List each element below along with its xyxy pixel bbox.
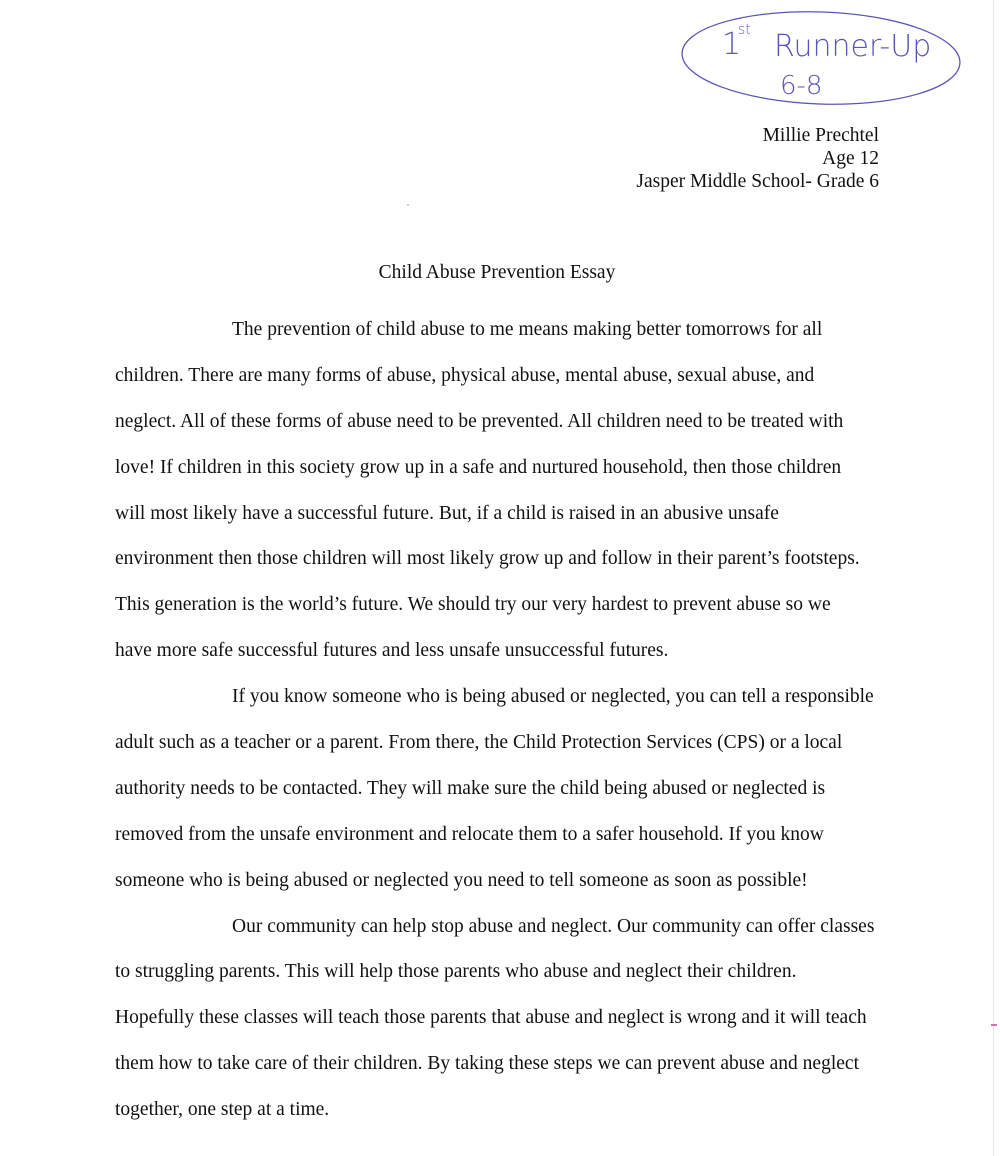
award-stamp-drawing <box>680 8 962 108</box>
paragraph-line: removed from the unsafe environment and relocate them to a safer household. If you know <box>115 823 824 845</box>
margin-mark <box>991 1024 997 1026</box>
page-edge <box>993 0 994 1156</box>
paragraph-line: have more safe successful futures and less unsafe unsuccessful futures. <box>115 640 669 662</box>
stamp-grades: 6-8 <box>780 71 823 101</box>
author-header <box>636 124 879 193</box>
scan-speck <box>407 204 409 206</box>
author-name: Millie Prechtel <box>762 125 879 146</box>
paragraph-line: This generation is the world’s future. We should try our very hardest to prevent abuse so we <box>115 594 831 616</box>
paragraph-line: to struggling parents. This will help those parents who abuse and neglect their children. <box>115 961 797 983</box>
paragraph-line: neglect. All of these forms of abuse need to be prevented. All children need to be treated with <box>115 410 844 432</box>
paragraph-line: together, one step at a time. <box>115 1099 330 1121</box>
paragraph-line: adult such as a teacher or a parent. From there, the Child Protection Services (CPS) or a local <box>115 732 843 754</box>
award-stamp <box>680 8 962 108</box>
paragraph-line: authority needs to be contacted. They will make sure the child being abused or neglected is <box>115 777 826 799</box>
paragraph-line: love! If children in this society grow up in a safe and nurtured household, then those children <box>115 456 842 478</box>
stamp-place-suffix: st <box>738 22 751 38</box>
essay-body <box>115 307 895 1133</box>
paragraph-line: Hopefully these classes will teach those parents that abuse and neglect is wrong and it will teach <box>115 1007 867 1029</box>
paragraph-line: If you know someone who is being abused or neglected, you can tell a responsible <box>232 686 874 708</box>
paragraph-line: environment then those children will most likely grow up and follow in their parent’s footsteps. <box>115 548 860 570</box>
paragraph-line: them how to take care of their children. By taking these steps we can prevent abuse and neglect <box>115 1053 859 1075</box>
paragraph-line: The prevention of child abuse to me means making better tomorrows for all <box>232 319 823 340</box>
stamp-place: 1 <box>722 27 742 62</box>
stamp-award: Runner-Up <box>774 29 932 64</box>
paragraph <box>115 307 895 674</box>
paragraph-line: children. There are many forms of abuse, physical abuse, mental abuse, sexual abuse, and <box>115 364 815 386</box>
paragraph-line: will most likely have a successful future. But, if a child is raised in an abusive unsafe <box>115 502 779 524</box>
paragraph <box>115 904 895 1133</box>
author-school: Jasper Middle School- Grade 6 <box>636 171 879 192</box>
paragraph <box>115 674 895 903</box>
author-age: Age 12 <box>822 148 879 169</box>
essay-title: Child Abuse Prevention Essay <box>378 262 616 283</box>
paragraph-line: someone who is being abused or neglected you need to tell someone as soon as possible! <box>115 869 808 891</box>
paragraph-line: Our community can help stop abuse and neglect. Our community can offer classes <box>232 915 875 937</box>
